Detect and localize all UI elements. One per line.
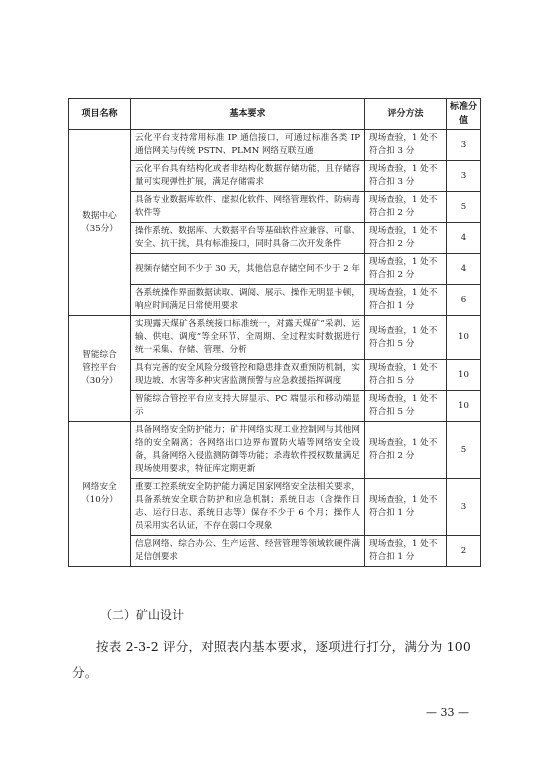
- requirement-cell: 重要工控系统安全防护能力满足国家网络安全法相关要求，具备系统安全联合防护和应急机制；系统日志（含操作日志、运行日志、系统日志等）保存不少于 6 个月；操作人员采用实名认证，不存在弱口令现象: [131, 479, 365, 536]
- table-row: [69, 254, 481, 285]
- category-points: （10分）: [81, 495, 118, 505]
- header-basic-requirements: 基本要求: [131, 99, 365, 130]
- category-points: （30分）: [81, 376, 118, 386]
- header-standard-score: 标准分值: [447, 99, 481, 130]
- category-network-security: [69, 422, 131, 567]
- score-cell: 10: [447, 391, 481, 422]
- score-cell: 5: [447, 422, 481, 479]
- method-cell: 现场查验，1 处不符合扣 2 分: [365, 254, 447, 285]
- table-row: [69, 422, 481, 479]
- method-cell: 现场查验，1 处不符合扣 1 分: [365, 479, 447, 536]
- method-cell: 现场查验，1 处不符合扣 2 分: [365, 422, 447, 479]
- requirement-cell: 实现露天煤矿各系统接口标准统一，对露天煤矿“采剥、运输、供电、调度”等全环节、全周期、全过程实时数据进行统一采集、存储、管理、分析: [131, 316, 365, 360]
- requirement-cell: 云化平台具有结构化或者非结构化数据存储功能，且存储容量可实现弹性扩展，满足存储需求: [131, 161, 365, 192]
- table-row: [69, 536, 481, 567]
- requirement-cell: 各系统操作界面数据读取、调阅、展示、操作无明显卡顿，响应时间满足日常使用要求: [131, 285, 365, 316]
- table-header-row: [69, 99, 481, 130]
- method-cell: 现场查验，1 处不符合扣 1 分: [365, 536, 447, 567]
- score-cell: 4: [447, 223, 481, 254]
- category-control-platform: [69, 316, 131, 422]
- requirement-cell: 信息网络、综合办公、生产运营、经营管理等领域软硬件满足信创要求: [131, 536, 365, 567]
- score-cell: 2: [447, 536, 481, 567]
- category-label: 管控平台: [82, 363, 117, 373]
- page-number: — 33 —: [426, 706, 469, 719]
- body-paragraph: 按表 2-3-2 评分，对照表内基本要求，逐项进行打分，满分为 100 分。: [72, 639, 472, 680]
- score-cell: 4: [447, 254, 481, 285]
- method-cell: 现场查验，1 处不符合扣 5 分: [365, 391, 447, 422]
- table-row: [69, 360, 481, 391]
- table-row: [69, 161, 481, 192]
- table-row: [69, 316, 481, 360]
- score-cell: 6: [447, 285, 481, 316]
- requirement-cell: 具有完善的安全风险分级管控和隐患排查双重预防机制，实现边坡、水害等多种灾害监测预警与应急救援指挥调度: [131, 360, 365, 391]
- score-cell: 10: [447, 316, 481, 360]
- score-cell: 3: [447, 479, 481, 536]
- method-cell: 现场查验，1 处不符合扣 3 分: [365, 130, 447, 161]
- score-cell: 10: [447, 360, 481, 391]
- table-row: [69, 223, 481, 254]
- method-cell: 现场查验，1 处不符合扣 5 分: [365, 316, 447, 360]
- category-label: 数据中心: [82, 210, 117, 221]
- table-row: [69, 479, 481, 536]
- score-cell: 3: [447, 161, 481, 192]
- table-row: [69, 130, 481, 161]
- section-heading: （二）矿山设计: [100, 608, 185, 622]
- method-cell: 现场查验，1 处不符合扣 5 分: [365, 360, 447, 391]
- score-cell: 5: [447, 192, 481, 223]
- header-scoring-method: 评分方法: [365, 99, 447, 130]
- requirement-cell: 操作系统、数据库、大数据平台等基础软件应兼容、可靠、安全、抗干扰，具有标准接口，同时具备二次开发条件: [131, 223, 365, 254]
- method-cell: 现场查验，1 处不符合扣 3 分: [365, 161, 447, 192]
- scoring-table: [68, 98, 481, 567]
- header-item-name: 项目名称: [69, 99, 131, 130]
- category-label: 智能综合: [82, 350, 117, 360]
- table-row: [69, 285, 481, 316]
- requirement-cell: 云化平台支持常用标准 IP 通信接口，可通过标准各类 IP 通信网关与传统 PSTN、PLMN 网络互联互通: [131, 130, 365, 161]
- requirement-cell: 具备网络安全防护能力；矿井网络实现工业控制网与其他网络的安全隔离；各网络出口边界布置防火墙等网络安全设备，具备网络入侵监测防御等功能；杀毒软件授权数量满足现场使用要求，特征库定期更新: [131, 422, 365, 479]
- category-points: （35分）: [81, 223, 118, 234]
- category-data-center: [69, 130, 131, 316]
- score-cell: 3: [447, 130, 481, 161]
- requirement-cell: 具备专业数据库软件、虚拟化软件、网络管理软件、防病毒软件等: [131, 192, 365, 223]
- table-row: [69, 192, 481, 223]
- category-label: 网络安全: [82, 482, 117, 492]
- requirement-cell: 视频存储空间不少于 30 天，其他信息存储空间不少于 2 年: [131, 254, 365, 285]
- method-cell: 现场查验，1 处不符合扣 2 分: [365, 192, 447, 223]
- requirement-cell: 智能综合管控平台应支持大屏显示、PC 端显示和移动端显示: [131, 391, 365, 422]
- method-cell: 现场查验，1 处不符合扣 2 分: [365, 223, 447, 254]
- table-row: [69, 391, 481, 422]
- method-cell: 现场查验，1 处不符合扣 1 分: [365, 285, 447, 316]
